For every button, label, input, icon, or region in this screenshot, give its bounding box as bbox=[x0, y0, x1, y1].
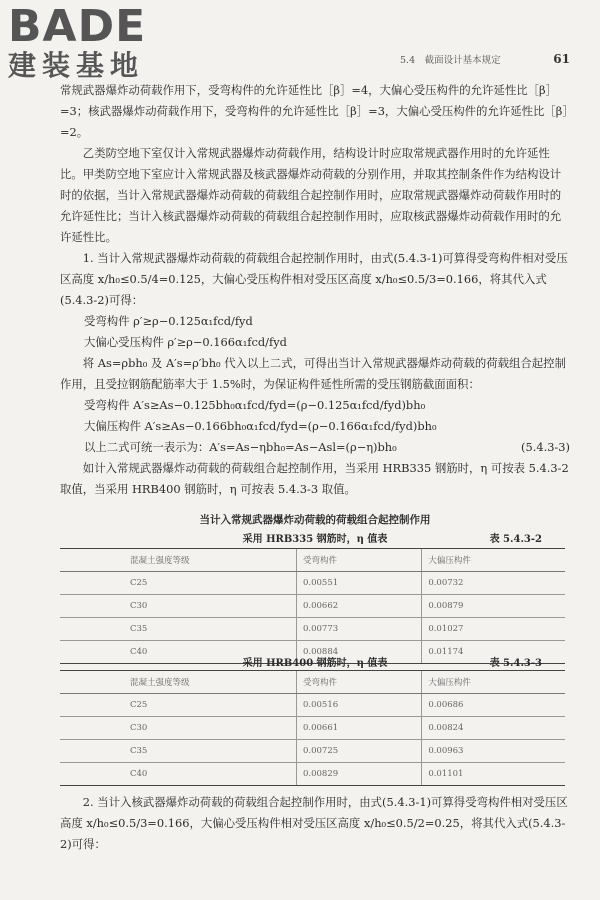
table-number: 表 5.4.3-2 bbox=[489, 534, 542, 545]
running-header bbox=[400, 52, 570, 66]
table-cell: C25 bbox=[60, 694, 297, 717]
table-cell: 0.00773 bbox=[297, 618, 422, 641]
equation: 以上二式可统一表示为：A′s=As−ηbh₀=As−Asl=(ρ−η)bh₀ bbox=[84, 440, 397, 454]
paragraph: 乙类防空地下室仅计入常规武器爆炸动荷载作用，结构设计时应取常规武器作用时的允许延性比。甲类防空地下室应计入常规武器及核武器爆炸动荷载的分别作用，并取其控制条件作为结构设计时的依据，当计入常规武器爆炸动荷载的荷载组合起控制作用时，应取常规武器爆炸动荷载作用时的允许延性比；当计入核武器爆炸动荷载的荷载组合起控制作用时，应取核武器爆炸动荷载作用时的允许延性比。 bbox=[60, 146, 562, 244]
paragraph: 常规武器爆炸动荷载作用下，受弯构件的允许延性比［β］=4，大偏心受压构件的允许延性比［β］=3；核武器爆炸动荷载作用下，受弯构件的允许延性比［β］=3，大偏心受压构件的允许延性比［β］=2。 bbox=[60, 83, 569, 139]
logo-wordmark: BADE bbox=[8, 1, 147, 52]
column-header: 大偏压构件 bbox=[422, 671, 565, 694]
table-cell: C35 bbox=[60, 618, 297, 641]
table-cell: 0.01027 bbox=[422, 618, 565, 641]
table-cell: 0.00879 bbox=[422, 595, 565, 618]
table-cell: C35 bbox=[60, 740, 297, 763]
table-row bbox=[60, 694, 565, 717]
table-number: 表 5.4.3-3 bbox=[489, 658, 542, 669]
equation-numbered bbox=[60, 437, 570, 458]
equation: 大偏心受压构件 ρ′≥ρ−0.166α₁fcd/fyd bbox=[84, 335, 287, 349]
table-cell: C30 bbox=[60, 595, 297, 618]
table-cell: C40 bbox=[60, 763, 297, 786]
eta-table-hrb400 bbox=[60, 670, 565, 786]
table-cell: 0.00661 bbox=[297, 717, 422, 740]
table-row bbox=[60, 740, 565, 763]
equation-number: (5.4.3-3) bbox=[521, 440, 570, 454]
table-cell: 0.01174 bbox=[422, 641, 565, 664]
column-header: 混凝土强度等级 bbox=[60, 549, 297, 572]
body-text-top bbox=[60, 80, 570, 500]
paragraph: 1. 当计入常规武器爆炸动荷载的荷载组合起控制作用时，由式(5.4.3-1)可算得受弯构件相对受压区高度 x/h₀≤0.5/4=0.125，大偏心受压构件相对受压区高度 x/h₀≤0.5/3=0.166，将其代入式(5.4.3-2)可得： bbox=[60, 251, 568, 307]
equation: 受弯构件 ρ′≥ρ−0.125α₁fcd/fyd bbox=[84, 314, 253, 328]
equation: 受弯构件 A′s≥As−0.125bh₀α₁fcd/fyd=(ρ−0.125α₁fcd/fyd)bh₀ bbox=[84, 398, 426, 412]
paragraph: 将 As=ρbh₀ 及 A′s=ρ′bh₀ 代入以上二式，可得出当计入常规武器爆炸动荷载的荷载组合起控制作用，且受拉钢筋配筋率大于 1.5%时，为保证构件延性所需的受压钢筋截面面积： bbox=[60, 356, 566, 391]
eta-table-hrb335 bbox=[60, 548, 565, 664]
table-row bbox=[60, 572, 565, 595]
logo-chinese: 建装基地 bbox=[8, 49, 145, 82]
column-header: 大偏压构件 bbox=[422, 549, 565, 572]
table-caption: 当计入常规武器爆炸动荷载的荷载组合起控制作用 bbox=[199, 514, 431, 526]
table-row bbox=[60, 717, 565, 740]
section-title: 5.4 截面设计基本规定 bbox=[400, 55, 501, 66]
paragraph: 2. 当计入核武器爆炸动荷载的荷载组合起控制作用时，由式(5.4.3-1)可算得受弯构件相对受压区高度 x/h₀≤0.5/3=0.166，大偏心受压构件相对受压区高度 x/h₀≤0.5/2=0.25，将其代入式(5.4.3-2)可得： bbox=[60, 795, 568, 851]
table-cell: 0.00551 bbox=[297, 572, 422, 595]
column-header: 受弯构件 bbox=[297, 549, 422, 572]
table-cell: 0.00725 bbox=[297, 740, 422, 763]
table-cell: 0.00963 bbox=[422, 740, 565, 763]
table-title: 采用 HRB400 钢筋时，η 值表 bbox=[242, 658, 388, 669]
column-header: 混凝土强度等级 bbox=[60, 671, 297, 694]
table-cell: 0.00884 bbox=[297, 641, 422, 664]
table-cell: 0.00662 bbox=[297, 595, 422, 618]
paragraph: 如计入常规武器爆炸动荷载的荷载组合起控制作用，当采用 HRB335 钢筋时，η 可按表 5.4.3-2 取值，当采用 HRB400 钢筋时，η 可按表 5.4.3-3 取值。 bbox=[60, 461, 569, 496]
table-cell: 0.00829 bbox=[297, 763, 422, 786]
column-header: 受弯构件 bbox=[297, 671, 422, 694]
table-row bbox=[60, 618, 565, 641]
table-cell: 0.00686 bbox=[422, 694, 565, 717]
page-number: 61 bbox=[553, 52, 570, 66]
table-row bbox=[60, 595, 565, 618]
table-row bbox=[60, 763, 565, 786]
table-cell: 0.00824 bbox=[422, 717, 565, 740]
table-cell: C30 bbox=[60, 717, 297, 740]
equation: 大偏压构件 A′s≥As−0.166bh₀α₁fcd/fyd=(ρ−0.166α₁fcd/fyd)bh₀ bbox=[84, 419, 437, 433]
body-text-bottom bbox=[60, 792, 570, 855]
table-cell: C40 bbox=[60, 641, 297, 664]
table-cell: 0.00732 bbox=[422, 572, 565, 595]
table-title: 采用 HRB335 钢筋时，η 值表 bbox=[242, 534, 388, 545]
table-cell: 0.00516 bbox=[297, 694, 422, 717]
publisher-logo bbox=[8, 1, 184, 82]
table-cell: 0.01101 bbox=[422, 763, 565, 786]
table-cell: C25 bbox=[60, 572, 297, 595]
